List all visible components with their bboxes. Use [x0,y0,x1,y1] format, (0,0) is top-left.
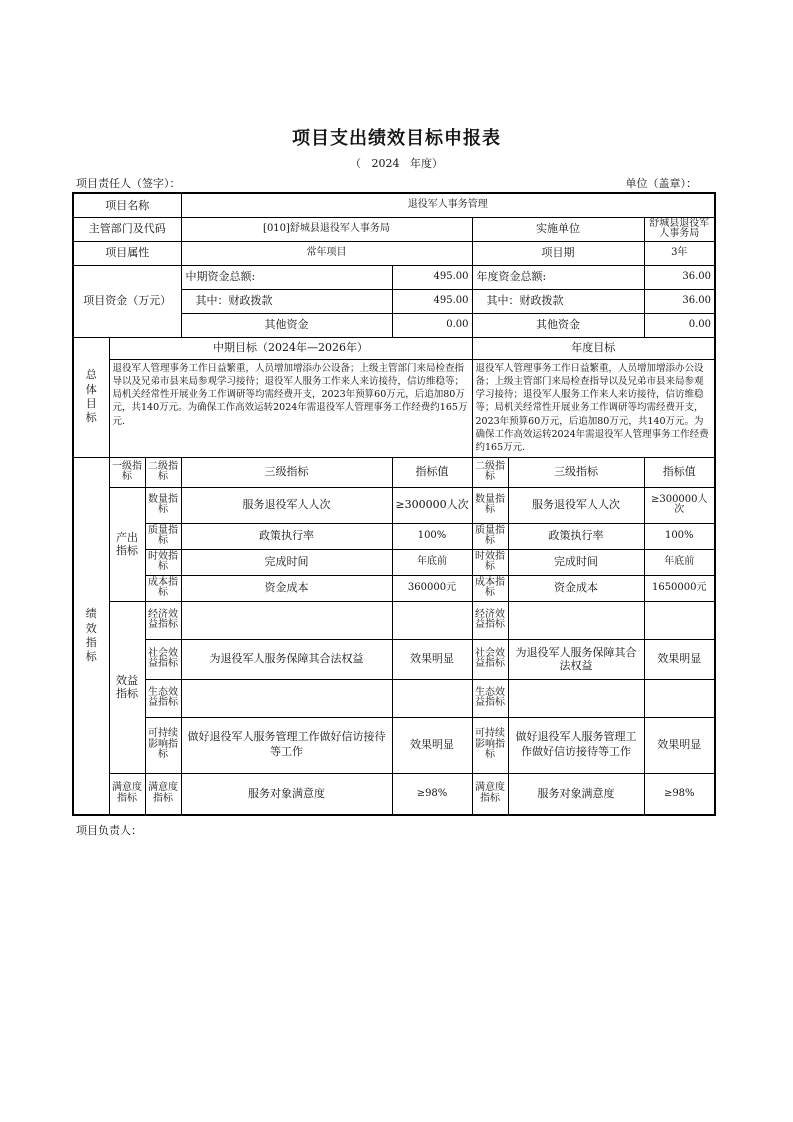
level3-cell [181,679,392,717]
value-cell: 100% [392,523,472,549]
project-name-label: 项目名称 [73,193,181,217]
mid-total-value: 495.00 [392,265,472,289]
table-row [73,575,715,601]
table-row [73,679,715,717]
level3-cell: 完成时间 [508,549,644,575]
value-cell: 年底前 [392,549,472,575]
value-cell [644,601,715,639]
satisfaction-level1-label: 满意度指标 [109,773,145,815]
effect-indicator-label: 效益指标 [109,601,145,773]
mid-fiscal-label: 其中：财政拨款 [181,289,392,313]
table-row [73,601,715,639]
level2-cell: 社会效益指标 [145,639,181,679]
value-cell [392,601,472,639]
level3-cell: 为退役军人服务保障其合法权益 [508,639,644,679]
level2-cell: 成本指标 [472,575,508,601]
performance-form-table [72,192,716,816]
value-cell: ≥300000人次 [644,487,715,523]
level3-cell: 服务退役军人人次 [508,487,644,523]
value-cell: 效果明显 [392,639,472,679]
level3-cell: 为退役军人服务保障其合法权益 [181,639,392,679]
mid-goal-text: 退役军人管理事务工作日益繁重，人员增加增添办公设备；上级主管部门来局检查指导以及兄弟市县来局参观学习接待；退役军人服务工作来人来访接待，信访维稳等；局机关经常性开展业务工作调研等均需经费开支，2023年预算60万元，后追加80万元，共140万元。为确保工作高效运转2024年需退役军人管理事务工作经费约165万元. [109,359,472,457]
level3-header-year: 三级指标 [508,457,644,487]
year-fiscal-value: 36.00 [644,289,715,313]
level2-cell: 时效指标 [145,549,181,575]
year-line: （ 2024 年度） [350,157,443,170]
table-row [73,639,715,679]
value-cell: 效果明显 [644,639,715,679]
value-cell: 效果明显 [644,717,715,773]
level2-cell: 成本指标 [145,575,181,601]
level3-cell: 做好退役军人服务管理工作做好信访接待等工作 [181,717,392,773]
value-cell: ≥300000人次 [392,487,472,523]
level2-header-year: 二级指标 [472,457,508,487]
unit-seal-label: 单位（盖章）： [625,177,697,190]
mid-total-label: 中期资金总额: [181,265,392,289]
table-row [73,773,715,815]
level2-cell: 数量指标 [145,487,181,523]
level2-cell: 经济效益指标 [472,601,508,639]
level2-cell: 质量指标 [472,523,508,549]
table-row [73,487,715,523]
table-row [73,717,715,773]
level2-cell: 经济效益指标 [145,601,181,639]
level2-cell: 时效指标 [472,549,508,575]
value-cell: 1650000元 [644,575,715,601]
project-funds-label: 项目资金（万元） [73,265,181,337]
level3-cell [508,679,644,717]
level2-cell: 可持续影响指标 [472,717,508,773]
level2-cell: 可持续影响指标 [145,717,181,773]
implementing-unit-label: 实施单位 [472,217,644,241]
page-title: 项目支出绩效目标申报表 [292,128,501,149]
level2-cell: 满意度指标 [472,773,508,815]
level3-cell: 资金成本 [508,575,644,601]
table-row [73,523,715,549]
output-indicator-label: 产出指标 [109,487,145,601]
project-period-label: 项目期 [472,241,644,265]
year-goal-header: 年度目标 [472,337,715,359]
overall-goal-label: 总体目标 [73,337,109,457]
year-fiscal-label: 其中：财政拨款 [472,289,644,313]
level2-cell: 满意度指标 [145,773,181,815]
year-total-value: 36.00 [644,265,715,289]
level3-cell: 政策执行率 [508,523,644,549]
value-cell: 年底前 [644,549,715,575]
table-row [73,549,715,575]
level3-cell: 服务对象满意度 [508,773,644,815]
value-cell: 效果明显 [392,717,472,773]
level3-cell: 政策执行率 [181,523,392,549]
value-cell: 360000元 [392,575,472,601]
responsible-person-label: 项目责任人（签字）： [76,177,181,190]
year-other-label: 其他资金 [472,313,644,337]
level2-header-mid: 二级指标 [145,457,181,487]
value-cell: ≥98% [644,773,715,815]
implementing-unit-value: 舒城县退役军人事务局 [644,217,715,241]
project-name-value: 退役军人事务管理 [181,193,715,217]
level2-cell: 生态效益指标 [145,679,181,717]
level3-cell: 做好退役军人服务管理工作做好信访接待等工作 [508,717,644,773]
level2-cell: 数量指标 [472,487,508,523]
value-header-year: 指标值 [644,457,715,487]
department-label: 主管部门及代码 [73,217,181,241]
project-period-value: 3年 [644,241,715,265]
project-attribute-label: 项目属性 [73,241,181,265]
project-attribute-value: 常年项目 [181,241,472,265]
level3-cell: 服务退役军人人次 [181,487,392,523]
level2-cell: 质量指标 [145,523,181,549]
year-other-value: 0.00 [644,313,715,337]
level3-cell [508,601,644,639]
level3-cell: 服务对象满意度 [181,773,392,815]
value-cell [644,679,715,717]
level3-cell [181,601,392,639]
year-goal-text: 退役军人管理事务工作日益繁重，人员增加增添办公设备；上级主管部门来局检查指导以及兄弟市县来局参观学习接待；退役军人服务工作来人来访接待，信访维稳等；局机关经常性开展业务工作调研等均需经费开支，2023年预算60万元，后追加80万元，共140万元。为确保工作高效运转2024年需退役军人管理事务工作经费约165万元. [472,359,715,457]
level2-cell: 社会效益指标 [472,639,508,679]
value-header-mid: 指标值 [392,457,472,487]
level1-header: 一级指标 [109,457,145,487]
level3-cell: 资金成本 [181,575,392,601]
level3-header-mid: 三级指标 [181,457,392,487]
year-total-label: 年度资金总额: [472,265,644,289]
mid-other-value: 0.00 [392,313,472,337]
mid-fiscal-value: 495.00 [392,289,472,313]
value-cell: ≥98% [392,773,472,815]
value-cell: 100% [644,523,715,549]
department-value: [010]舒城县退役军人事务局 [181,217,472,241]
project-leader-label: 项目负责人： [76,824,142,837]
mid-other-label: 其他资金 [181,313,392,337]
performance-indicator-label: 绩效指标 [73,457,109,815]
value-cell [392,679,472,717]
level3-cell: 完成时间 [181,549,392,575]
mid-goal-header: 中期目标（2024年—2026年） [109,337,472,359]
level2-cell: 生态效益指标 [472,679,508,717]
